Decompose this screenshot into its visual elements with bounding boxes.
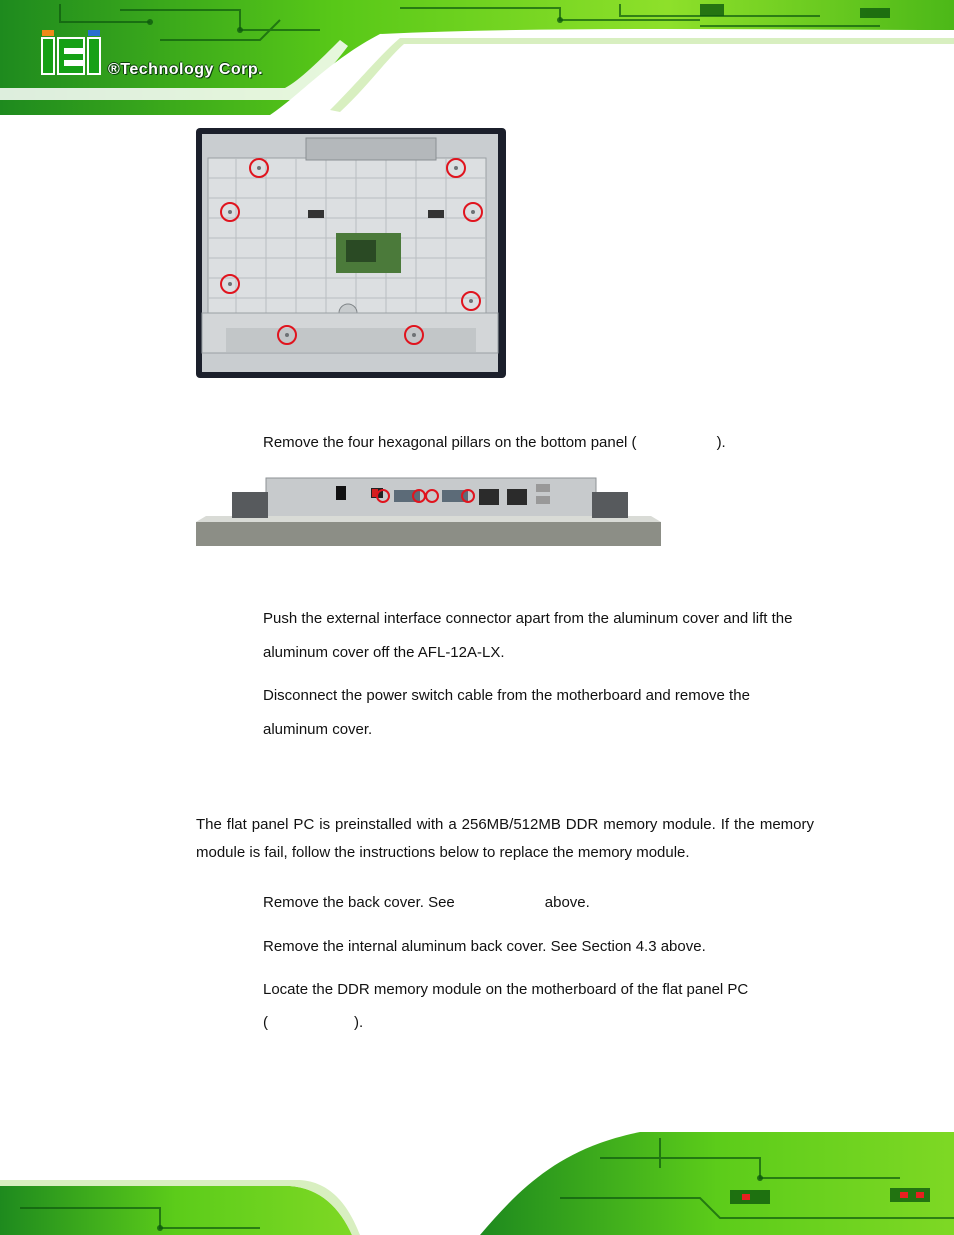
company-name: ®Technology Corp. [108,61,264,78]
step-remove-pillars: Remove the four hexagonal pillars on the bottom panel ( ). [263,434,726,451]
memory-step-remove-back-cover: Remove the back cover. See above. [263,894,590,911]
memory-intro-paragraph: The flat panel PC is preinstalled with a 256MB/512MB DDR memory module. If the memory module is fail, follow the instructions below to replace the memory module. [196,816,814,861]
memory-step-remove-aluminum-cover: Remove the internal aluminum back cover. See Section 4.3 above. [263,938,706,955]
header-circuit-background [0,0,954,120]
step-disconnect-cable-line2: aluminum cover. [263,721,373,738]
page-footer [0,1128,954,1235]
back-panel-photo [196,128,506,378]
iei-logo [40,30,106,76]
page-header [0,0,954,120]
memory-step-locate-module: Locate the DDR memory module on the motherboard of the flat panel PC [263,981,749,998]
footer-circuit-background [0,1128,954,1235]
step-push-connector-line1: Push the external interface connector apart from the aluminum cover and lift the [263,610,793,627]
memory-step-figure-reference: ( ). [263,1014,364,1031]
step-disconnect-cable-line1: Disconnect the power switch cable from the motherboard and remove the [263,687,750,704]
step-push-connector-line2: aluminum cover off the AFL-12A-LX. [263,644,505,661]
bottom-panel-photo [196,474,661,546]
